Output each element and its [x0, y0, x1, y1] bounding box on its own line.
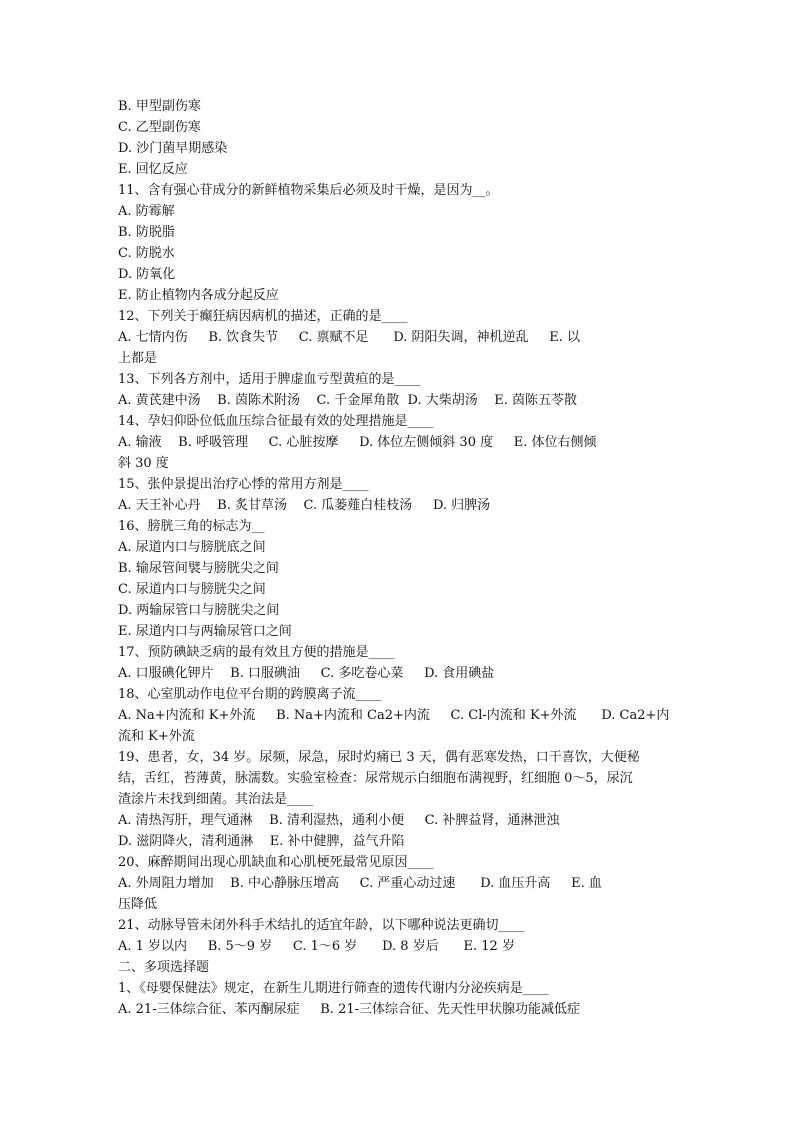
- text-line: A. 黄芪建中汤 B. 茵陈术附汤 C. 千金犀角散 D. 大柴胡汤 E. 茵陈五苓散: [118, 393, 578, 408]
- text-line: A. Na+内流和 K+外流 B. Na+内流和 Ca2+内流 C. Cl-内流和 K+外流 D. Ca2+内: [118, 708, 670, 723]
- question-16: 16、膀胱三角的标志为__: [118, 519, 265, 534]
- text-line: D. 滋阴降火，清利通淋 E. 补中健脾，益气升陷: [118, 834, 405, 849]
- text-line: A. 21-三体综合征、苯丙酮尿症 B. 21-三体综合征、先天性甲状腺功能减低症: [118, 1002, 581, 1017]
- text-line: B. 输尿管间襞与膀胱尖之间: [118, 561, 279, 576]
- question-11: 11、含有强心苷成分的新鲜植物采集后必须及时干燥，是因为__。: [118, 183, 499, 198]
- text-line: D. 沙门菌早期感染: [118, 141, 228, 156]
- text-line: C. 尿道内口与膀胱尖之间: [118, 582, 266, 597]
- text-line: 上都是: [118, 351, 158, 366]
- question-15: 15、张仲景提出治疗心悸的常用方剂是____: [118, 477, 369, 492]
- text-line: A. 防霉解: [118, 204, 175, 219]
- multi-question-1: 1、《母婴保健法》规定，在新生儿期进行筛查的遗传代谢内分泌疾病是____: [118, 981, 549, 996]
- text-line: D. 两输尿管口与膀胱尖之间: [118, 603, 280, 618]
- text-line: E. 回忆反应: [118, 162, 188, 177]
- question-20: 20、麻醉期间出现心肌缺血和心肌梗死最常见原因____: [118, 855, 434, 870]
- question-14: 14、孕妇仰卧位低血压综合征最有效的处理措施是____: [118, 414, 434, 429]
- text-line: D. 防氧化: [118, 267, 176, 282]
- text-line: C. 乙型副伤寒: [118, 120, 201, 135]
- text-line: A. 七情内伤 B. 饮食失节 C. 禀赋不足 D. 阴阳失调，神机逆乱 E. 以: [118, 330, 580, 345]
- document-page: [118, 96, 678, 1020]
- text-line: 压降低: [118, 897, 158, 912]
- text-line: A. 口服碘化钾片 B. 口服碘油 C. 多吃卷心菜 D. 食用碘盐: [118, 666, 495, 681]
- text-line: A. 清热泻肝，理气通淋 B. 清利湿热，通利小便 C. 补脾益肾，通淋泄浊: [118, 813, 560, 828]
- text-line: A. 1 岁以内 B. 5～9 岁 C. 1～6 岁 D. 8 岁后 E. 12 岁: [118, 939, 515, 954]
- question-12: 12、下列关于癫狂病因病机的描述，正确的是____: [118, 309, 408, 324]
- text-line: 斜 30 度: [118, 456, 169, 471]
- text-line: A. 天王补心丹 B. 炙甘草汤 C. 瓜蒌薤白桂枝汤 D. 归脾汤: [118, 498, 491, 513]
- text-line: C. 防脱水: [118, 246, 175, 261]
- text-line: E. 防止植物内各成分起反应: [118, 288, 279, 303]
- text-line: B. 防脱脂: [118, 225, 175, 240]
- text-line: E. 尿道内口与两输尿管口之间: [118, 624, 292, 639]
- question-13: 13、下列各方剂中，适用于脾虚血亏型黄疸的是____: [118, 372, 421, 387]
- question-21: 21、动脉导管未闭外科手术结扎的适宜年龄，以下哪种说法更确切____: [118, 918, 525, 933]
- section-heading: 二、多项选择题: [118, 960, 210, 975]
- question-17: 17、预防碘缺乏病的最有效且方便的措施是____: [118, 645, 395, 660]
- text-line: B. 甲型副伤寒: [118, 99, 201, 114]
- question-19: 19、患者，女，34 岁。尿频，尿急，尿时灼痛已 3 天，偶有恶寒发热，口干喜饮，大便秘: [118, 750, 640, 765]
- text-line: 流和 K+外流: [118, 729, 195, 744]
- text-line: A. 外周阻力增加 B. 中心静脉压增高 C. 严重心动过速 D. 血压升高 E. 血: [118, 876, 602, 891]
- text-line: 结，舌红，苔薄黄，脉濡数。实验室检查：尿常规示白细胞布满视野，红细胞 0～5，尿沉: [118, 771, 633, 786]
- text-line: 渣涂片未找到细菌。其治法是____: [118, 792, 314, 807]
- text-line: A. 尿道内口与膀胱底之间: [118, 540, 266, 555]
- question-18: 18、心室肌动作电位平台期的跨膜离子流____: [118, 687, 382, 702]
- text-line: A. 输液 B. 呼吸管理 C. 心脏按摩 D. 体位左侧倾斜 30 度 E. 体位右侧倾: [118, 435, 597, 450]
